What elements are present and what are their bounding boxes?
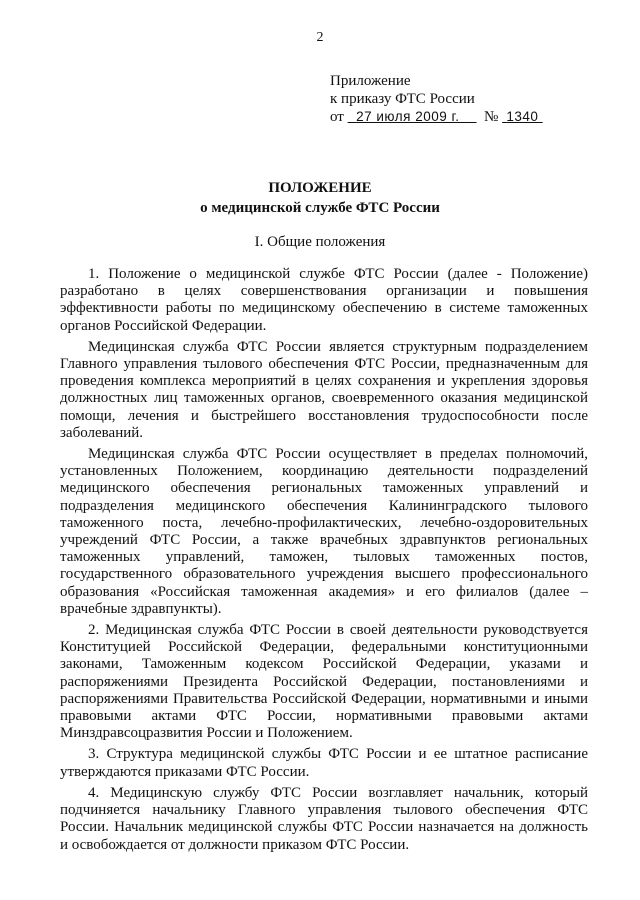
- paragraph: 3. Структура медицинской службы ФТС России и ее штатное расписание утверждаются приказами ФТС России.: [60, 746, 588, 780]
- title-line-2: о медицинской службе ФТС России: [200, 200, 440, 216]
- annex-from-label: от: [330, 109, 344, 125]
- paragraph: 1. Положение о медицинской службе ФТС России (далее - Положение) разработано в целях совершенствования организации и повышения эффективности работы по медицинскому обеспечению в системе таможенных органов Российской Федерации.: [60, 266, 588, 334]
- annex-date: 27 июля 2009 г.: [356, 109, 460, 124]
- paragraph: 4. Медицинскую службу ФТС России возглавляет начальник, который подчиняется начальнику Главного управления тылового обеспечения ФТС России. Начальник медицинской службы ФТС России назначается на должность и освобождается от должности приказом ФТС России.: [60, 784, 588, 853]
- document-body: [60, 266, 588, 858]
- annex-date-line: [330, 108, 543, 126]
- annex-line-2: к приказу ФТС России: [330, 91, 475, 107]
- annex-line-1: Приложение: [330, 73, 411, 89]
- document-title: [0, 178, 640, 218]
- title-line-1: ПОЛОЖЕНИЕ: [268, 180, 372, 196]
- paragraph: 2. Медицинская служба ФТС России в своей деятельности руководствуется Конституцией Российской Федерации, федеральными конституционными законами, Таможенным кодексом Российской Федерации, указами и распоряжениями Президента Российской Федерации, постановлениями и распоряжениями Правительства Российской Федерации, нормативными и иными правовыми актами ФТС России, нормативными правовыми актами Минздравсоцразвития России и Положением.: [60, 622, 588, 742]
- annex-block: [330, 72, 543, 126]
- page-number: 2: [316, 30, 324, 45]
- paragraph: Медицинская служба ФТС России осуществляет в пределах полномочий, установленных Положением, координацию деятельности подразделений медицинского обеспечения региональных таможенных управлений и подразделения медицинского обеспечения Калининградского тылового таможенного поста, лечебно-профилактических, лечебно-оздоровительных учреждений ФТС России, а также врачебных здравпунктов региональных таможенных управлений, таможен, тыловых таможенных постов, государственного образовательного учреждения высшего профессионального образования «Российская таможенная академия» и его филиалов (далее – врачебные здравпункты).: [60, 446, 588, 617]
- annex-number-label: №: [484, 109, 499, 125]
- paragraph: Медицинская служба ФТС России является структурным подразделением Главного управления тылового обеспечения ФТС России, предназначенным для проведения комплекса мероприятий в целях сохранения и укрепления здоровья должностных лиц таможенных органов, своевременного оказания медицинской помощи, лечения и быстрейшего восстановления трудоспособности после заболеваний.: [60, 338, 588, 441]
- annex-number: 1340: [506, 109, 539, 124]
- section-heading: I. Общие положения: [254, 234, 386, 250]
